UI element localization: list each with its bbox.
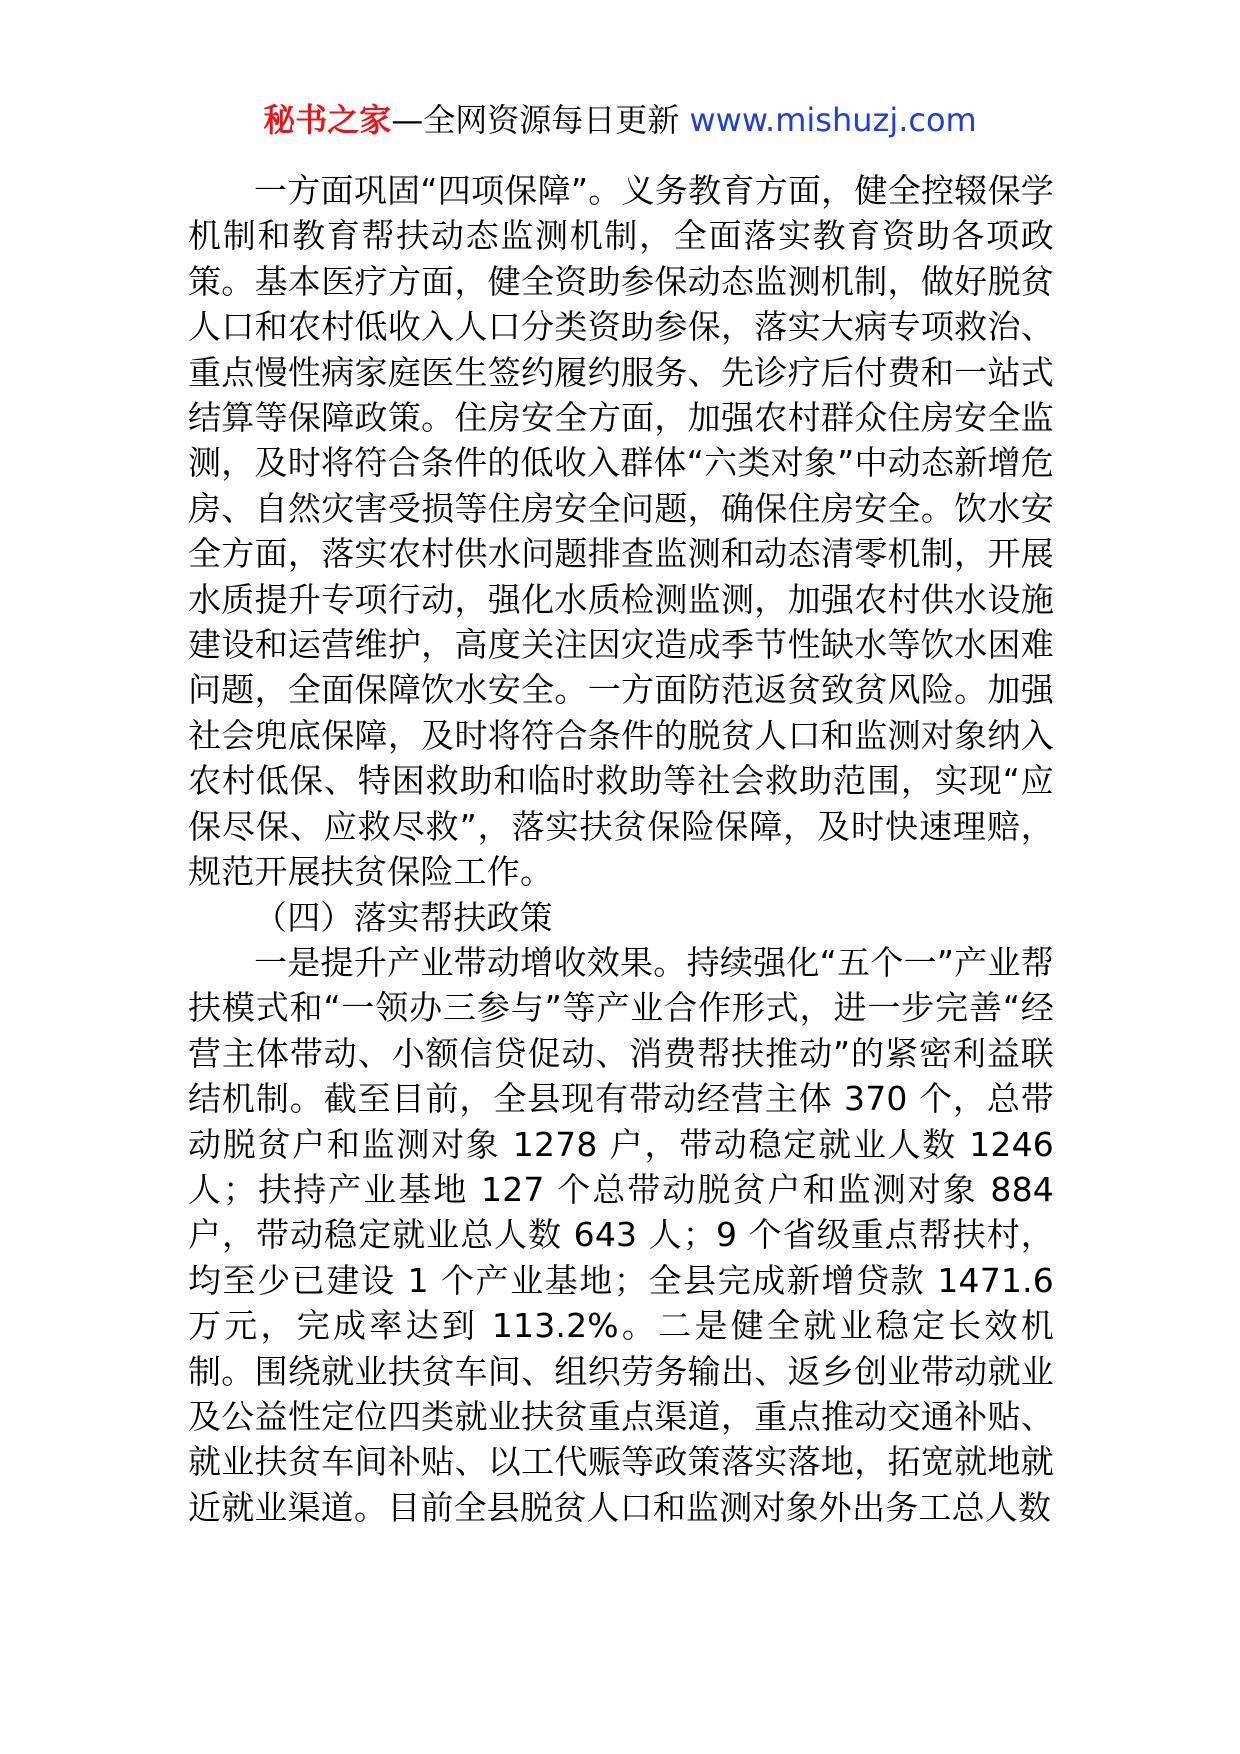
document-body xyxy=(188,168,1054,1530)
site-slogan: —全网资源每日更新 xyxy=(391,101,690,139)
paragraph-industry-employment: 一是提升产业带动增收效果。持续强化“五个一”产业帮扶模式和“一领办三参与”等产业合作形式，进一步完善“经营主体带动、小额信贷促动、消费帮扶推动”的紧密利益联结机制。截至目前，全县现有带动经营主体 370 个，总带动脱贫户和监测对象 1278 户，带动稳定就业人数 1246 人；扶持产业基地 127 个总带动脱贫户和监测对象 884 户，带动稳定就业总人数 643 人；9 个省级重点帮扶村，均至少已建设 1 个产业基地；全县完成新增贷款 1471.6 万元，完成率达到 113.2%。二是健全就业稳定长效机制。围绕就业扶贫车间、组织劳务输出、返乡创业带动就业及公益性定位四类就业扶贫重点渠道，重点推动交通补贴、就业扶贫车间补贴、以工代赈等政策落实落地，拓宽就地就近就业渠道。目前全县脱贫人口和监测对象外出务工总人数 xyxy=(188,942,1054,1527)
site-brand: 秘书之家 xyxy=(263,101,392,139)
site-header xyxy=(0,98,1240,142)
site-url-link[interactable]: www.mishuzj.com xyxy=(689,101,977,139)
paragraph-four-guarantees: 一方面巩固“四项保障”。义务教育方面，健全控辍保学机制和教育帮扶动态监测机制，全面落实教育资助各项政策。基本医疗方面，健全资助参保动态监测机制，做好脱贫人口和农村低收入人口分类资助参保，落实大病专项救治、重点慢性病家庭医生签约履约服务、先诊疗后付费和一站式结算等保障政策。住房安全方面，加强农村群众住房安全监测，及时将符合条件的低收入群体“六类对象”中动态新增危房、自然灾害受损等住房安全问题，确保住房安全。饮水安全方面，落实农村供水问题排查监测和动态清零机制，开展水质提升专项行动，强化水质检测监测，加强农村供水设施建设和运营维护，高度关注因灾造成季节性缺水等饮水困难问题，全面保障饮水安全。一方面防范返贫致贫风险。加强社会兜底保障，及时将符合条件的脱贫人口和监测对象纳入农村低保、特困救助和临时救助等社会救助范围，实现“应保尽保、应救尽救”，落实扶贫保险保障，及时快速理赔，规范开展扶贫保险工作。 xyxy=(188,171,1054,892)
section-heading-assistance-policy: （四）落实帮扶政策 xyxy=(254,897,553,937)
